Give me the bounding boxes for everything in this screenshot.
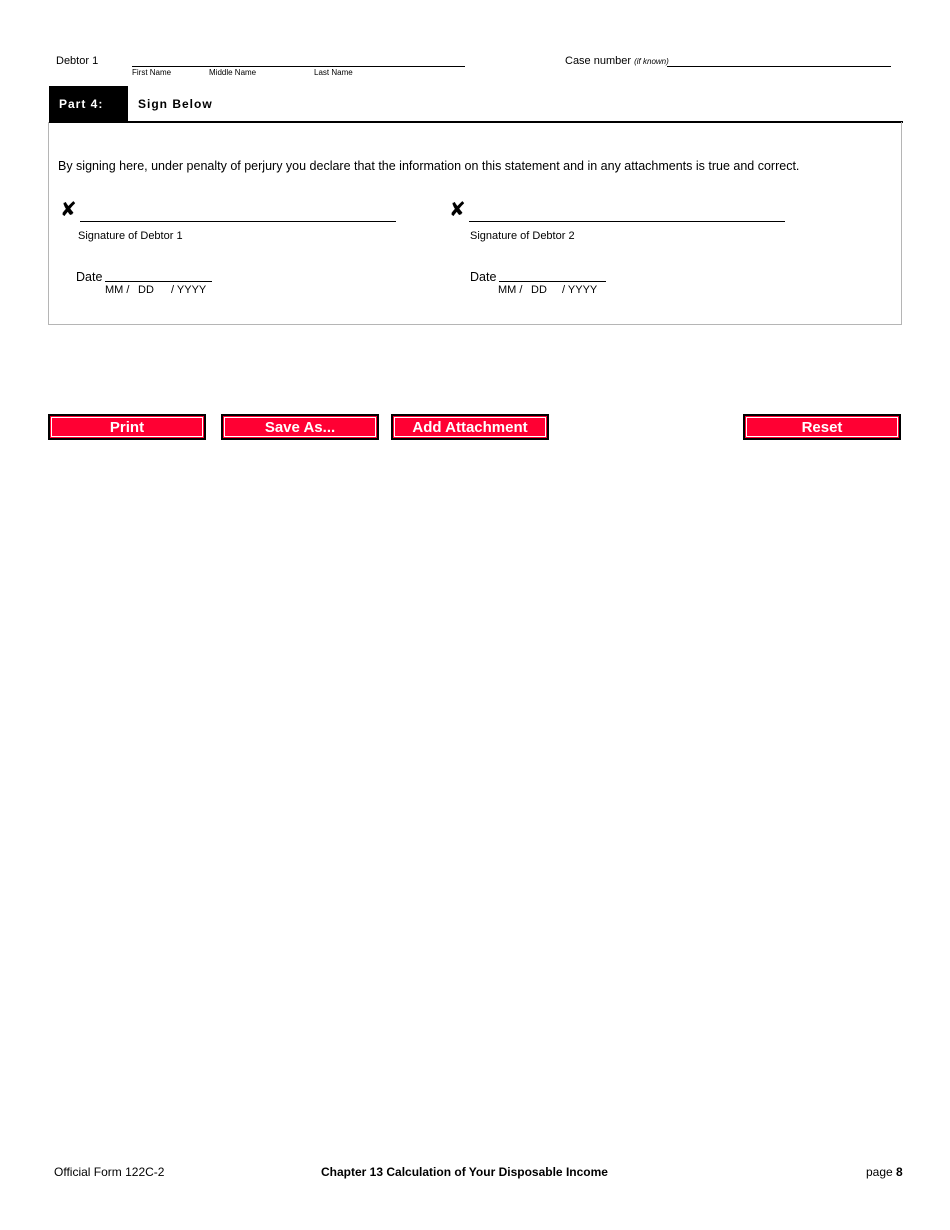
first-name-label: First Name <box>132 68 172 77</box>
print-button-label: Print <box>51 417 203 437</box>
sign-here-x-icon: ✘ <box>60 199 77 221</box>
date-format-dd: DD <box>138 284 154 296</box>
print-button[interactable] <box>48 414 206 440</box>
middle-name-label: Middle Name <box>209 68 257 77</box>
add-attachment-button[interactable] <box>391 414 549 440</box>
reset-button-label: Reset <box>746 417 898 437</box>
add-attachment-button-label: Add Attachment <box>394 417 546 437</box>
form-title: Chapter 13 Calculation of Your Disposable Income <box>321 1165 608 1179</box>
date-format-dd: DD <box>531 284 547 296</box>
debtor2-signature-label: Signature of Debtor 2 <box>470 230 575 242</box>
part-title: Sign Below <box>138 97 213 111</box>
save-as-button[interactable] <box>221 414 379 440</box>
debtor2-date-field[interactable] <box>499 281 606 282</box>
debtor1-date-field[interactable] <box>105 281 212 282</box>
page-number: 8 <box>896 1165 903 1179</box>
debtor-name-field[interactable] <box>132 66 465 67</box>
perjury-statement: By signing here, under penalty of perjury you declare that the information on this statement and in any attachments is true and correct. <box>58 159 800 173</box>
case-number-field[interactable] <box>667 66 891 67</box>
date-format-mm: MM / <box>498 284 523 296</box>
reset-button[interactable] <box>743 414 901 440</box>
last-name-label: Last Name <box>314 68 353 77</box>
page-label: page <box>866 1165 893 1179</box>
sign-here-x-icon: ✘ <box>449 199 466 221</box>
form-name: Official Form 122C-2 <box>54 1165 165 1179</box>
date-format-yyyy: / YYYY <box>562 284 598 296</box>
page-indicator <box>866 1165 903 1179</box>
debtor1-date-label: Date <box>76 270 103 284</box>
debtor2-signature-field[interactable] <box>469 221 785 222</box>
part-number-label: Part 4: <box>49 86 128 122</box>
debtor2-date-label: Date <box>470 270 497 284</box>
case-number-qualifier: (if known) <box>634 57 669 66</box>
case-number-label: Case number <box>565 55 632 67</box>
debtor1-signature-label: Signature of Debtor 1 <box>78 230 183 242</box>
case-number-label-group <box>565 55 669 67</box>
debtor1-signature-field[interactable] <box>80 221 396 222</box>
save-as-button-label: Save As... <box>224 417 376 437</box>
date-format-yyyy: / YYYY <box>171 284 207 296</box>
debtor-label: Debtor 1 <box>56 55 99 67</box>
date-format-mm: MM / <box>105 284 130 296</box>
